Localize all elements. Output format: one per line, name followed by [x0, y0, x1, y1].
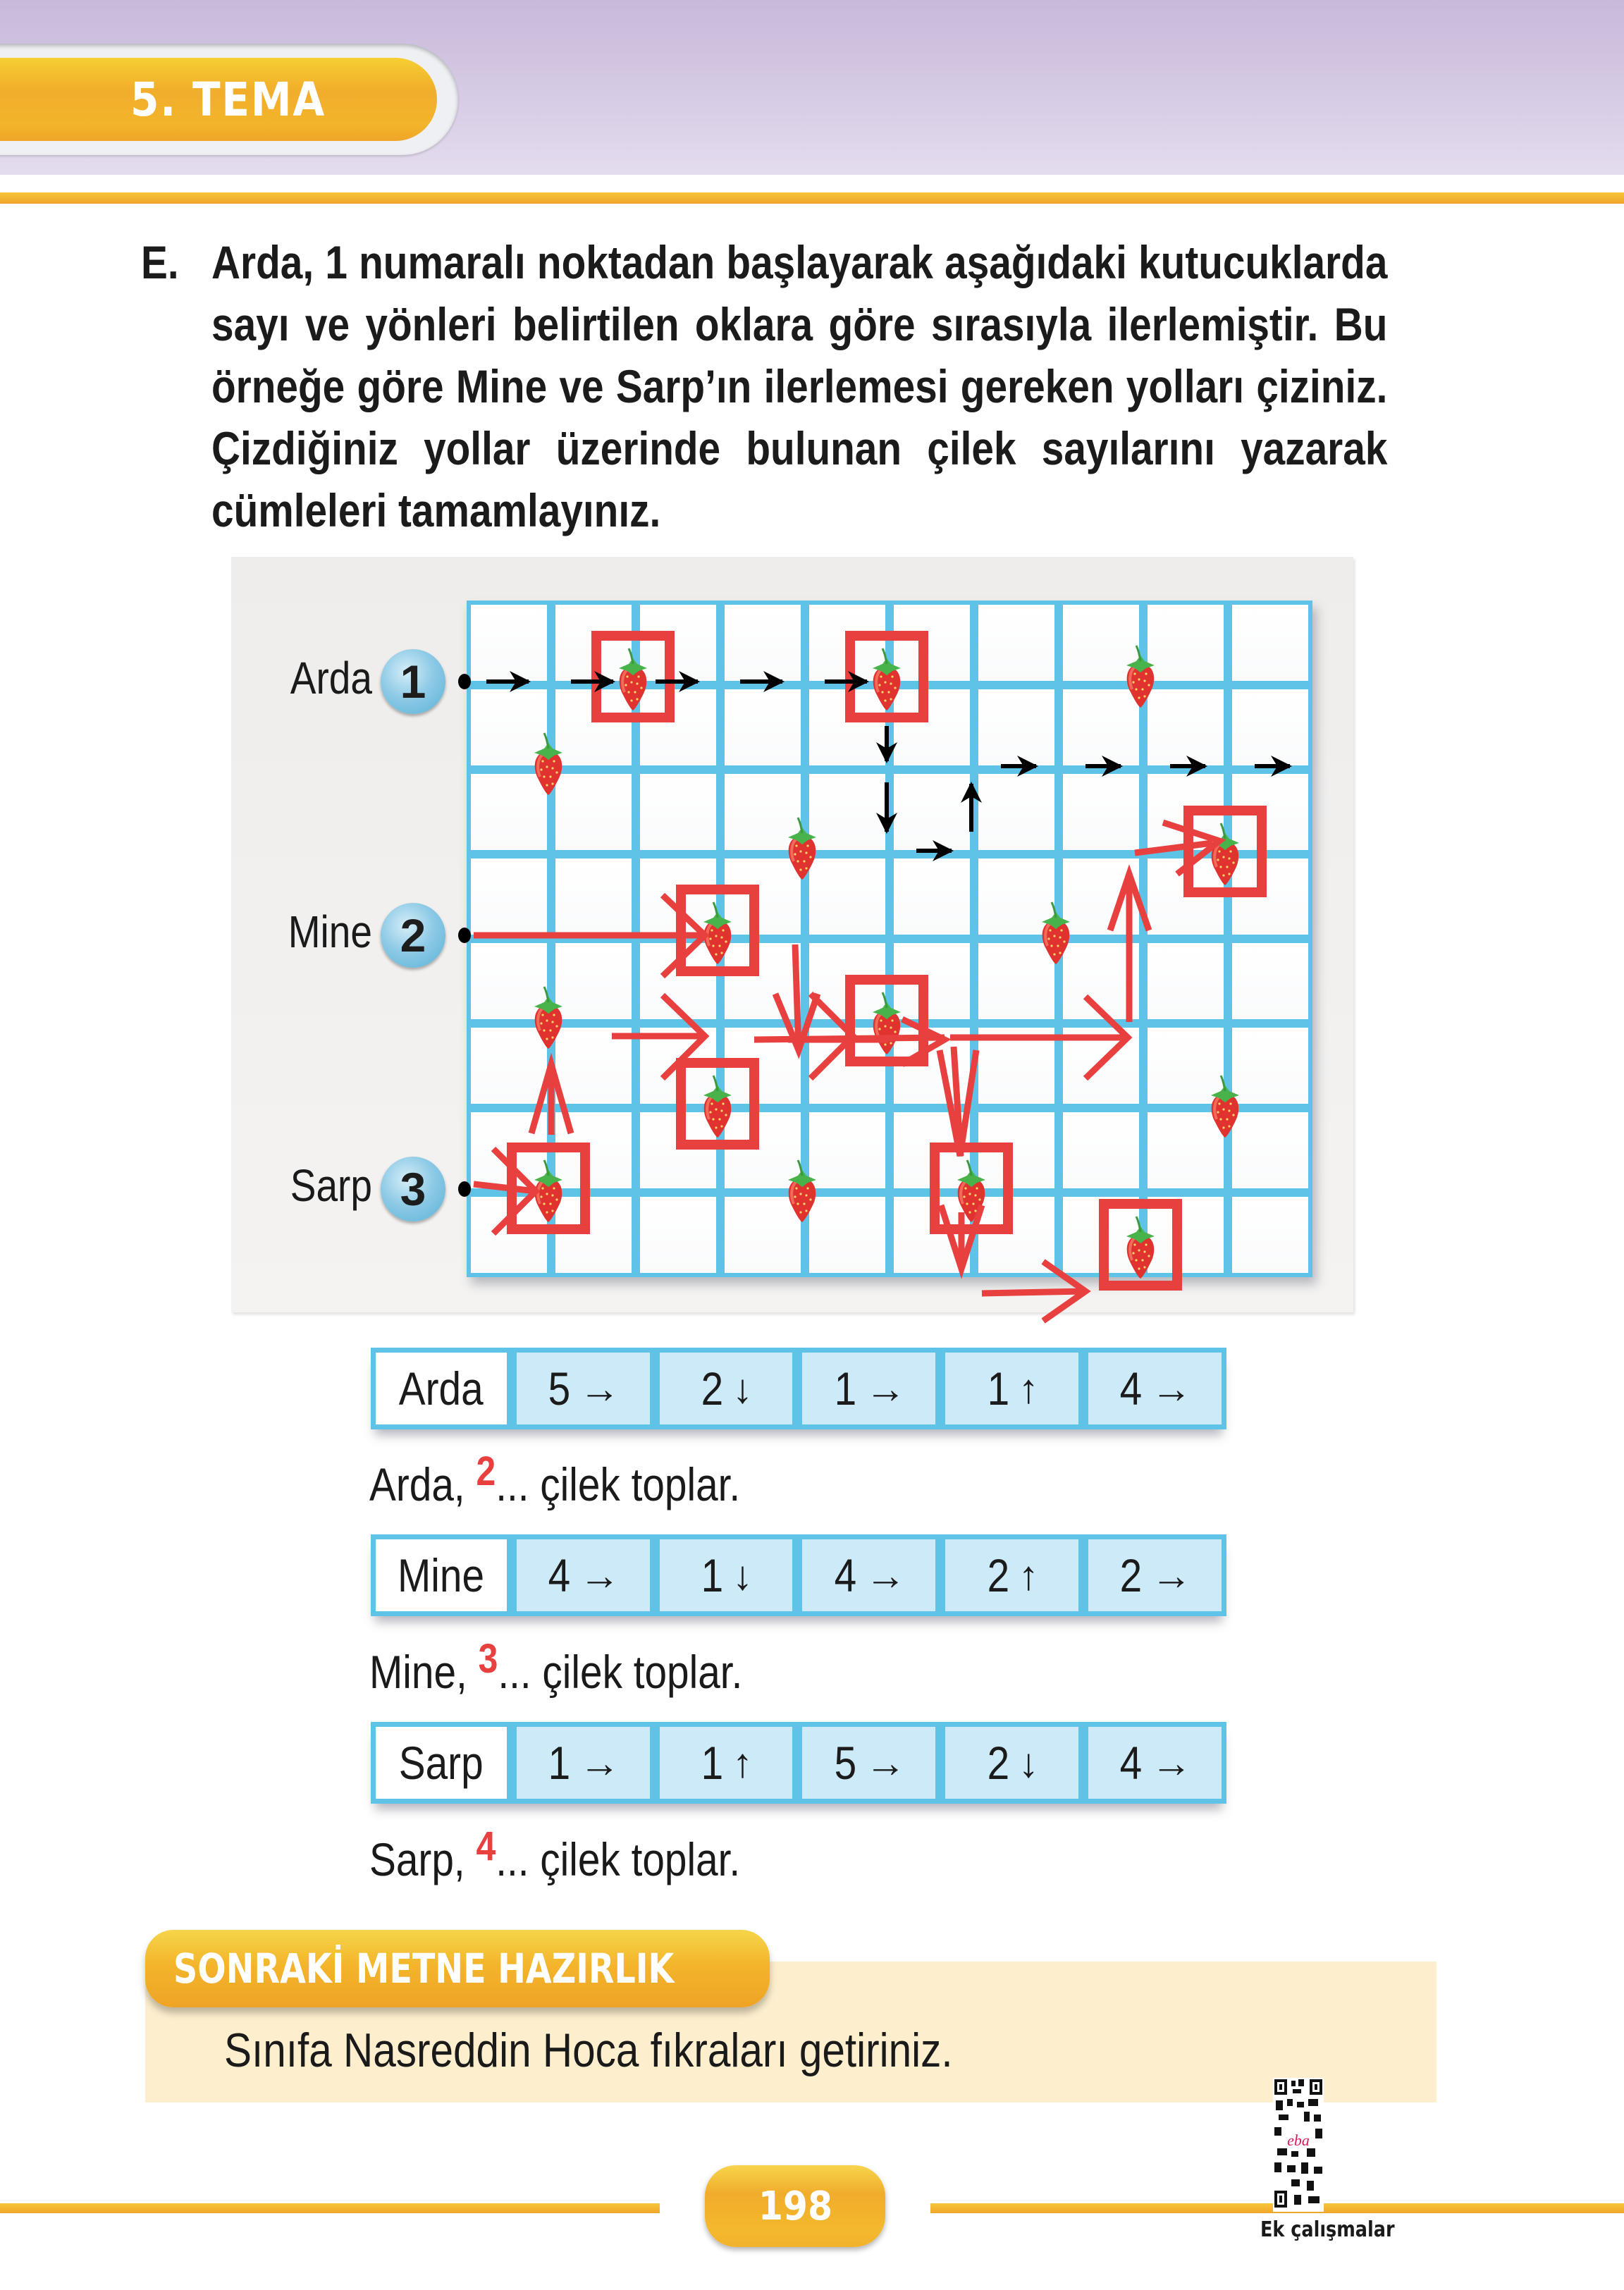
- grid-cell: [636, 939, 720, 1023]
- grid-cell: [890, 1108, 974, 1193]
- grid-cell: [1228, 685, 1312, 770]
- arrow-up-icon: ↑: [1018, 1552, 1039, 1599]
- step-count: 2: [1119, 1549, 1143, 1601]
- arrow-right-icon: →: [1150, 1740, 1192, 1786]
- grid-cell: [1143, 939, 1228, 1023]
- grid-cell: [551, 1023, 636, 1108]
- steps-table-name: [371, 1534, 512, 1616]
- steps-table-sarp: [371, 1722, 1226, 1804]
- grid-cell: [974, 601, 1059, 685]
- step-move-cell: [512, 1534, 655, 1616]
- start-name-mine: Mine: [288, 906, 372, 957]
- question-text: Arda, 1 numaralı noktadan başlayarak aşağıdaki kutucuklarda sayı ve yönleri belirtilen oklara göre sırasıyla ilerlemiştir. Bu örneğe göre Mine ve Sarp’ın ilerlemesi gereken yolları çiziniz. Çizdiğiniz yollar üzerinde bulunan çilek sayılarını yazarak cümleleri tamamlayınız.: [211, 236, 1388, 536]
- grid-cell: [805, 1108, 890, 1193]
- question-letter: E.: [141, 236, 179, 288]
- grid-cell: [636, 685, 720, 770]
- start-number-badge: 1: [381, 649, 445, 714]
- grid-cell: [467, 939, 551, 1023]
- answer-prefix: Arda,: [369, 1458, 476, 1510]
- prep-title: SONRAKİ METNE HAZIRLIK: [173, 1945, 675, 1993]
- qr-label: Ek çalışmalar: [1260, 2217, 1395, 2242]
- grid-cell: [974, 854, 1059, 939]
- step-count: 4: [1119, 1362, 1143, 1415]
- step-move-cell: [940, 1348, 1083, 1429]
- grid-cell: [974, 1193, 1059, 1277]
- arrow-up-icon: ↑: [1018, 1365, 1039, 1412]
- grid-cell: [720, 1108, 805, 1193]
- step-move-cell: [1083, 1348, 1226, 1429]
- step-move-cell: [797, 1534, 940, 1616]
- arrow-right-icon: →: [865, 1740, 906, 1786]
- prep-instruction: [224, 2023, 1071, 2078]
- steps-table-name: [371, 1348, 512, 1429]
- arrow-down-icon: ↓: [1018, 1740, 1039, 1786]
- grid-cell: [636, 601, 720, 685]
- grid-cell: [636, 1108, 720, 1193]
- answer-sentence-sarp: [369, 1823, 801, 1886]
- grid-cell: [467, 601, 551, 685]
- grid-cell: [890, 770, 974, 854]
- grid-cell: [720, 770, 805, 854]
- grid-cell: [805, 1193, 890, 1277]
- step-count: 4: [548, 1549, 571, 1601]
- grid-cell: [1059, 601, 1143, 685]
- step-count: 5: [834, 1737, 856, 1789]
- step-count: 4: [834, 1549, 856, 1601]
- grid-cell: [467, 770, 551, 854]
- grid-cell: [1143, 685, 1228, 770]
- grid-cell: [1143, 601, 1228, 685]
- step-move-cell: [512, 1348, 655, 1429]
- grid-cell: [1059, 770, 1143, 854]
- start-dot: [458, 928, 471, 943]
- answer-blank[interactable]: 3: [478, 1636, 498, 1682]
- grid-cell: [805, 601, 890, 685]
- arrow-right-icon: →: [865, 1552, 906, 1599]
- steps-table-name-text: Sarp: [398, 1737, 484, 1789]
- step-move-cell: [797, 1722, 940, 1804]
- svg-text:eba: eba: [1287, 2131, 1310, 2149]
- grid-cell: [551, 854, 636, 939]
- grid-cell: [1059, 1108, 1143, 1193]
- grid-cell: [720, 854, 805, 939]
- step-count: 2: [987, 1549, 1010, 1601]
- grid-cell: [890, 939, 974, 1023]
- grid-cell: [1228, 1193, 1312, 1277]
- step-move-cell: [1083, 1722, 1226, 1804]
- grid-cell: [636, 1193, 720, 1277]
- grid-cell: [890, 854, 974, 939]
- footer-line-left: [0, 2203, 660, 2213]
- header-gap: [0, 175, 1624, 190]
- grid-cell: [1143, 770, 1228, 854]
- step-count: 1: [987, 1362, 1010, 1415]
- grid-cell: [974, 939, 1059, 1023]
- page-number: 198: [758, 2183, 832, 2229]
- grid-cell: [1228, 1108, 1312, 1193]
- answer-suffix: ... çilek toplar.: [496, 1458, 741, 1510]
- qr-code[interactable]: [1273, 2078, 1324, 2212]
- answer-suffix: ... çilek toplar.: [498, 1646, 743, 1698]
- grid-cell: [974, 770, 1059, 854]
- steps-table-name-text: Mine: [398, 1549, 485, 1601]
- grid-cell: [974, 1023, 1059, 1108]
- step-count: 5: [548, 1362, 571, 1415]
- grid-cell: [720, 1023, 805, 1108]
- arrow-up-icon: ↑: [732, 1740, 753, 1786]
- grid-cell: [1059, 939, 1143, 1023]
- grid-cell: [467, 685, 551, 770]
- arrow-right-icon: →: [1150, 1552, 1192, 1599]
- answer-prefix: Mine,: [369, 1646, 479, 1698]
- step-count: 1: [701, 1737, 724, 1789]
- step-count: 1: [701, 1549, 724, 1601]
- grid-cell: [720, 601, 805, 685]
- grid-cell: [1228, 601, 1312, 685]
- step-count: 1: [834, 1362, 856, 1415]
- prep-title-badge: [145, 1930, 770, 2007]
- grid-cell: [890, 685, 974, 770]
- grid-cell: [974, 1108, 1059, 1193]
- steps-table-name: [371, 1722, 512, 1804]
- grid-cell: [551, 939, 636, 1023]
- grid-cell: [636, 770, 720, 854]
- start-number-badge: 2: [381, 903, 445, 968]
- grid-cell: [805, 939, 890, 1023]
- step-move-cell: [512, 1722, 655, 1804]
- grid-cell: [551, 1108, 636, 1193]
- grid-cell: [890, 1023, 974, 1108]
- theme-badge-inner: [0, 58, 437, 141]
- grid-cell: [551, 1193, 636, 1277]
- arrow-right-icon: →: [865, 1365, 906, 1412]
- grid-cell: [890, 601, 974, 685]
- step-move-cell: [940, 1722, 1083, 1804]
- step-move-cell: [1083, 1534, 1226, 1616]
- answer-sentence-arda: [369, 1448, 801, 1511]
- answer-blank[interactable]: 4: [476, 1823, 496, 1869]
- grid-cell: [1228, 854, 1312, 939]
- strawberry-grid: [467, 601, 1312, 1277]
- grid-cell: [805, 770, 890, 854]
- answer-suffix: ... çilek toplar.: [496, 1833, 741, 1885]
- grid-cell: [467, 1108, 551, 1193]
- grid-cell: [636, 854, 720, 939]
- arrow-right-icon: →: [579, 1552, 620, 1599]
- step-count: 2: [987, 1737, 1010, 1789]
- grid-cell: [1059, 1023, 1143, 1108]
- step-count: 2: [701, 1362, 724, 1415]
- steps-table-arda: [371, 1348, 1226, 1429]
- grid-cell: [1143, 1193, 1228, 1277]
- grid-cell: [974, 685, 1059, 770]
- start-number-badge: 3: [381, 1157, 445, 1221]
- grid-cell: [890, 1193, 974, 1277]
- grid-cell: [805, 854, 890, 939]
- prep-instruction-text: Sınıfa Nasreddin Hoca fıkraları getiriniz.: [224, 2024, 953, 2077]
- step-count: 1: [548, 1737, 571, 1789]
- step-move-cell: [940, 1534, 1083, 1616]
- arrow-down-icon: ↓: [732, 1365, 753, 1412]
- arrow-right-icon: →: [1150, 1365, 1192, 1412]
- theme-badge: [0, 44, 458, 155]
- theme-label: 5. TEMA: [130, 72, 326, 127]
- grid-cell: [636, 1023, 720, 1108]
- grid-cell: [720, 685, 805, 770]
- answer-prefix: Sarp,: [369, 1833, 476, 1885]
- header-stripe: [0, 192, 1624, 204]
- arrow-down-icon: ↓: [732, 1552, 753, 1599]
- grid-cell: [805, 1023, 890, 1108]
- grid-cell: [1143, 1108, 1228, 1193]
- step-move-cell: [655, 1722, 798, 1804]
- step-move-cell: [655, 1348, 798, 1429]
- start-dot: [458, 1181, 471, 1197]
- step-move-cell: [655, 1534, 798, 1616]
- step-count: 4: [1119, 1737, 1143, 1789]
- grid-cell: [467, 1193, 551, 1277]
- grid-cell: [1228, 939, 1312, 1023]
- grid-cell: [1059, 1193, 1143, 1277]
- grid-cell: [551, 685, 636, 770]
- grid-cell: [467, 1023, 551, 1108]
- grid-cell: [1228, 1023, 1312, 1108]
- steps-table-mine: [371, 1534, 1226, 1616]
- arrow-right-icon: →: [579, 1365, 620, 1412]
- grid-cell: [720, 1193, 805, 1277]
- grid-cell: [805, 685, 890, 770]
- answer-blank[interactable]: 2: [476, 1448, 496, 1494]
- start-name-arda: Arda: [290, 653, 372, 703]
- page-number-badge: [705, 2165, 885, 2247]
- grid-cell: [1228, 770, 1312, 854]
- grid-cell: [551, 601, 636, 685]
- grid-cell: [720, 939, 805, 1023]
- grid-cell: [1143, 1023, 1228, 1108]
- start-name-sarp: Sarp: [290, 1160, 372, 1211]
- grid-cell: [467, 854, 551, 939]
- grid-cell: [1143, 854, 1228, 939]
- answer-sentence-mine: [369, 1636, 804, 1699]
- arrow-right-icon: →: [579, 1740, 620, 1786]
- start-dot: [458, 674, 471, 689]
- grid-cell: [1059, 685, 1143, 770]
- grid-cell: [551, 770, 636, 854]
- steps-table-name-text: Arda: [398, 1362, 484, 1415]
- grid-cell: [1059, 854, 1143, 939]
- step-move-cell: [797, 1348, 940, 1429]
